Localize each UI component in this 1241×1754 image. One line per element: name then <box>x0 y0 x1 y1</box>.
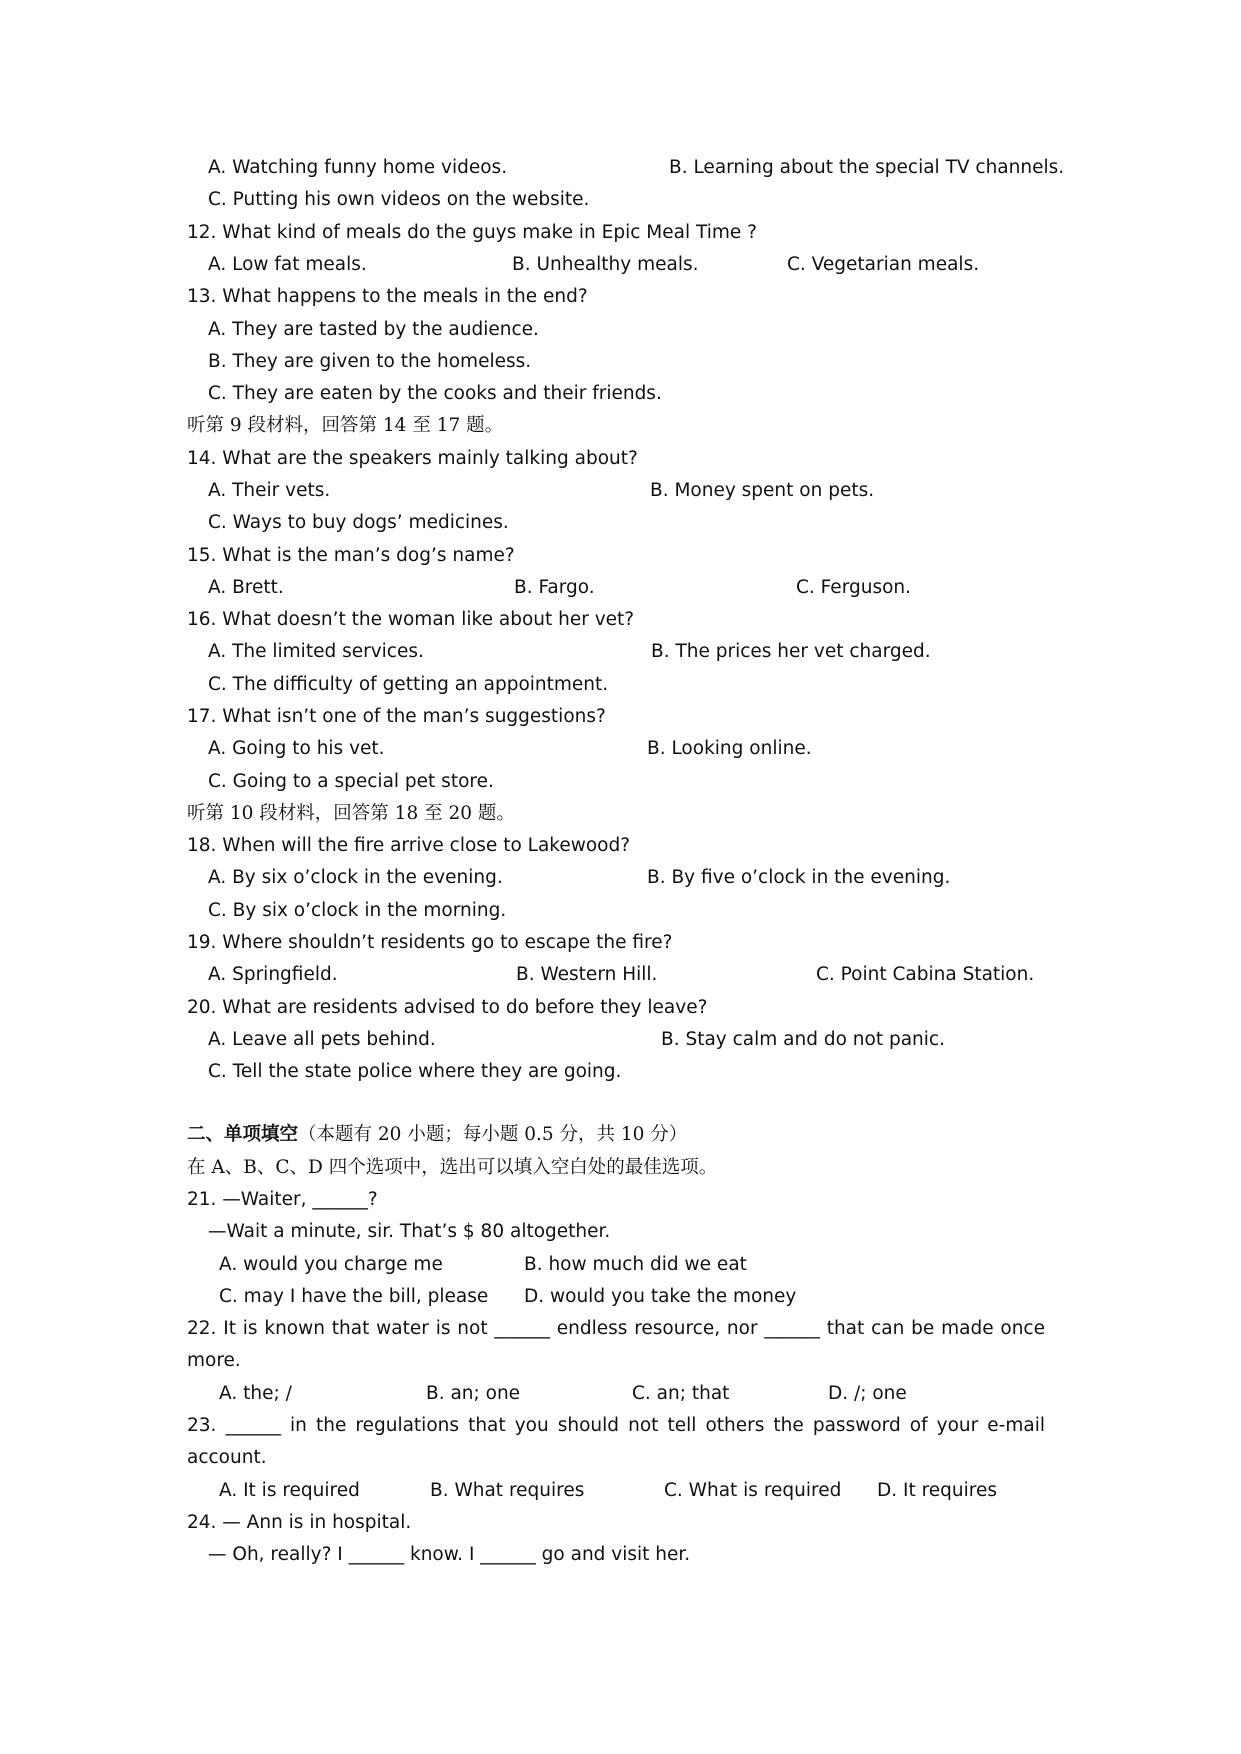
part-2-heading-note: （本题有 20 小题；每小题 0.5 分，共 10 分） <box>298 1124 688 1145</box>
q20-option-b: B. Stay calm and do not panic. <box>661 1029 945 1050</box>
q15-stem: 15. What is the man’s dog’s name? <box>187 545 515 566</box>
q23-option-b: B. What requires <box>430 1480 585 1501</box>
q17-option-a: A. Going to his vet. <box>208 738 385 759</box>
q14-option-c: C. Ways to buy dogs’ medicines. <box>208 512 509 533</box>
q19-option-c: C. Point Cabina Station. <box>816 964 1035 985</box>
q12-option-c: C. Vegetarian meals. <box>787 254 980 275</box>
q14-stem: 14. What are the speakers mainly talking about? <box>187 448 638 469</box>
q22-option-a: A. the; / <box>219 1383 292 1404</box>
q21-line-1: 21. —Waiter, ______? <box>187 1189 378 1210</box>
part-2-heading: 二、单项填空 <box>187 1124 299 1145</box>
q12-option-a: A. Low fat meals. <box>208 254 367 275</box>
q24-line-2: — Oh, really? I ______ know. I ______ go and visit her. <box>208 1544 691 1565</box>
q12-stem: 12. What kind of meals do the guys make in Epic Meal Time ? <box>187 222 757 243</box>
q18-option-c: C. By six o’clock in the morning. <box>208 900 507 921</box>
q16-option-a: A. The limited services. <box>208 641 424 662</box>
q16-option-c: C. The difficulty of getting an appointment. <box>208 674 609 695</box>
q13-option-c: C. They are eaten by the cooks and their friends. <box>208 383 662 404</box>
q14-option-a: A. Their vets. <box>208 480 331 501</box>
part-2-instruction: 在 A、B、C、D 四个选项中，选出可以填入空白处的最佳选项。 <box>187 1157 718 1178</box>
section-10-instruction: 听第 10 段材料，回答第 18 至 20 题。 <box>187 803 515 824</box>
q11-option-c: C. Putting his own videos on the website. <box>208 189 590 210</box>
q23-option-d: D. It requires <box>877 1480 998 1501</box>
q20-option-c: C. Tell the state police where they are going. <box>208 1061 622 1082</box>
q22-line-1: 22. It is known that water is not ______ endless resource, nor ______ that can be made once <box>187 1318 1045 1339</box>
q19-stem: 19. Where shouldn’t residents go to escape the fire? <box>187 932 673 953</box>
q21-option-a: A. would you charge me <box>219 1254 443 1275</box>
q17-option-c: C. Going to a special pet store. <box>208 771 494 792</box>
q18-option-b: B. By five o’clock in the evening. <box>647 867 951 888</box>
q17-option-b: B. Looking online. <box>647 738 812 759</box>
q22-option-b: B. an; one <box>426 1383 521 1404</box>
q16-stem: 16. What doesn’t the woman like about her vet? <box>187 609 635 630</box>
q22-option-c: C. an; that <box>632 1383 730 1404</box>
q15-option-a: A. Brett. <box>208 577 284 598</box>
q18-stem: 18. When will the fire arrive close to Lakewood? <box>187 835 631 856</box>
q22-line-2: more. <box>187 1350 241 1371</box>
q17-stem: 17. What isn’t one of the man’s suggestions? <box>187 706 606 727</box>
q14-option-b: B. Money spent on pets. <box>650 480 875 501</box>
q15-option-b: B. Fargo. <box>514 577 595 598</box>
q21-option-b: B. how much did we eat <box>524 1254 747 1275</box>
q22-option-d: D. /; one <box>828 1383 907 1404</box>
q18-option-a: A. By six o’clock in the evening. <box>208 867 503 888</box>
q19-option-b: B. Western Hill. <box>516 964 658 985</box>
q13-option-a: A. They are tasted by the audience. <box>208 319 539 340</box>
part-2-heading-line <box>187 1124 687 1146</box>
q15-option-c: C. Ferguson. <box>796 577 912 598</box>
q13-stem: 13. What happens to the meals in the end? <box>187 286 588 307</box>
q24-line-1: 24. — Ann is in hospital. <box>187 1512 412 1533</box>
q21-option-d: D. would you take the money <box>524 1286 797 1307</box>
q20-stem: 20. What are residents advised to do before they leave? <box>187 997 708 1018</box>
q23-line-2: account. <box>187 1447 267 1468</box>
q11-option-b: B. Learning about the special TV channels. <box>669 157 1065 178</box>
q23-option-a: A. It is required <box>219 1480 360 1501</box>
q20-option-a: A. Leave all pets behind. <box>208 1029 436 1050</box>
q23-option-c: C. What is required <box>664 1480 842 1501</box>
q21-option-c: C. may I have the bill, please <box>219 1286 489 1307</box>
section-9-instruction: 听第 9 段材料，回答第 14 至 17 题。 <box>187 415 504 436</box>
q23-line-1: 23. ______ in the regulations that you should not tell others the password of your e-mail <box>187 1415 1045 1436</box>
q12-option-b: B. Unhealthy meals. <box>512 254 699 275</box>
q16-option-b: B. The prices her vet charged. <box>651 641 931 662</box>
q13-option-b: B. They are given to the homeless. <box>208 351 532 372</box>
q21-line-2: —Wait a minute, sir. That’s $ 80 altogether. <box>208 1221 611 1242</box>
q11-option-a: A. Watching funny home videos. <box>208 157 508 178</box>
q19-option-a: A. Springfield. <box>208 964 338 985</box>
